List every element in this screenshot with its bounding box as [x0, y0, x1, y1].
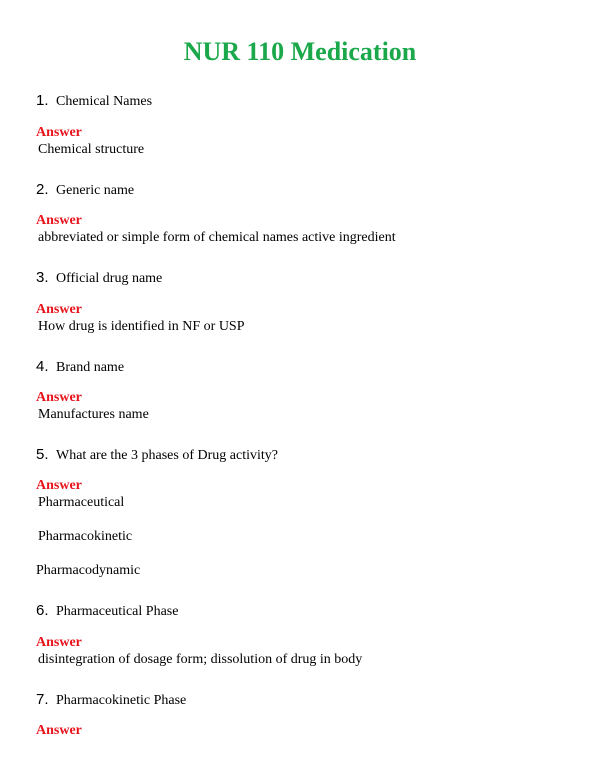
answer-text: Pharmacokinetic	[38, 529, 133, 544]
answer-label: Answer	[36, 125, 82, 140]
answer-text: abbreviated or simple form of chemical names active ingredient	[38, 230, 396, 245]
question-text: Pharmaceutical Phase	[56, 604, 179, 619]
question-number: 3.	[36, 269, 49, 286]
question-number: 7.	[36, 691, 49, 708]
question-6	[36, 602, 178, 621]
question-text: Pharmacokinetic Phase	[56, 693, 187, 708]
question-number: 2.	[36, 181, 49, 198]
answer-text: Pharmacodynamic	[36, 563, 141, 578]
answer-text: How drug is identified in NF or USP	[38, 319, 245, 334]
question-number: 1.	[36, 92, 49, 109]
question-5	[36, 446, 278, 465]
answer-label: Answer	[36, 635, 82, 650]
question-text: Chemical Names	[56, 94, 153, 109]
question-2	[36, 181, 134, 200]
page-title: NUR 110 Medication	[183, 37, 417, 66]
answer-text: disintegration of dosage form; dissolution of drug in body	[38, 652, 363, 667]
answer-text: Chemical structure	[38, 142, 145, 157]
answer-text: Pharmaceutical	[38, 495, 125, 510]
question-text: What are the 3 phases of Drug activity?	[56, 448, 278, 463]
question-4	[36, 358, 124, 377]
question-number: 5.	[36, 446, 49, 463]
answer-text: Manufactures name	[38, 407, 149, 422]
question-3	[36, 269, 162, 288]
question-text: Generic name	[56, 183, 135, 198]
answer-label: Answer	[36, 478, 82, 493]
answer-label: Answer	[36, 723, 82, 738]
question-text: Official drug name	[56, 271, 163, 286]
question-number: 4.	[36, 358, 49, 375]
question-number: 6.	[36, 602, 49, 619]
answer-label: Answer	[36, 390, 82, 405]
answer-label: Answer	[36, 213, 82, 228]
question-text: Brand name	[56, 360, 125, 375]
question-1	[36, 92, 152, 111]
question-7	[36, 691, 186, 710]
answer-label: Answer	[36, 302, 82, 317]
